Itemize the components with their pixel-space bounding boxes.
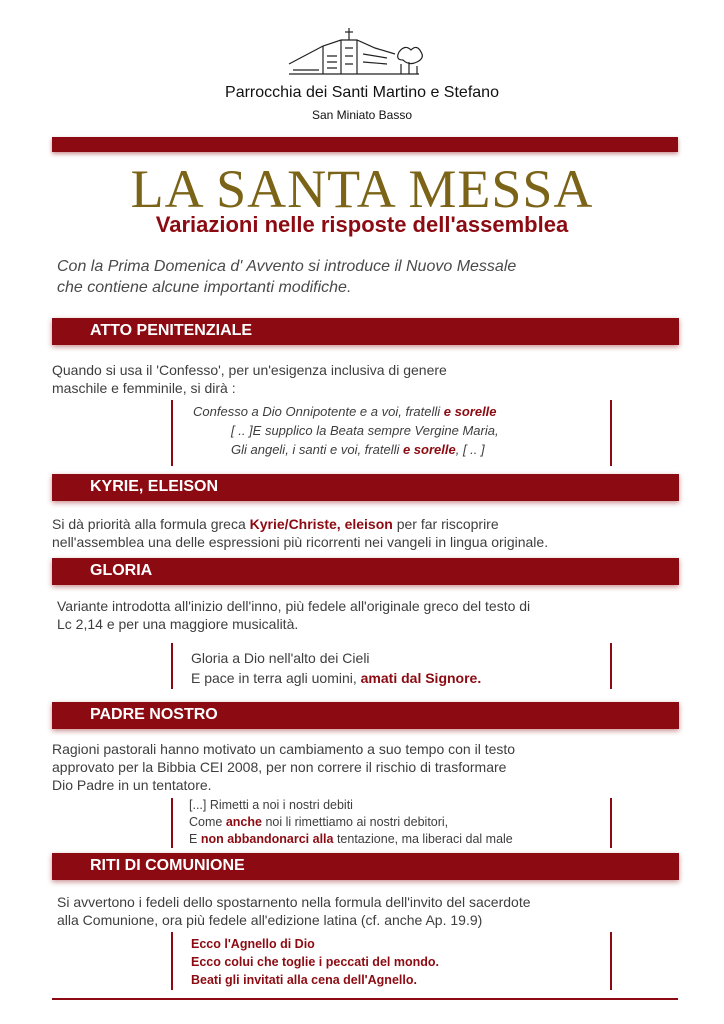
gloria-quote-line-2: E pace in terra agli uomini, amati dal Signore.: [191, 670, 482, 686]
atto-quote-line-2: [ .. ]E supplico la Beata sempre Vergine Maria,: [231, 423, 499, 438]
riti-quote-line-2: Ecco colui che toglie i peccati del mondo.: [191, 955, 439, 969]
quote-right-rule: [610, 400, 612, 466]
section-heading-label: GLORIA: [90, 562, 153, 579]
riti-quote-line-3: Beati gli invitati alla cena dell'Agnello.: [191, 973, 417, 987]
quote-right-rule: [610, 932, 612, 990]
padre-quote-line-1: [...] Rimetti a noi i nostri debiti: [189, 798, 353, 812]
gloria-quote: [191, 648, 606, 688]
quote-left-rule: [171, 643, 173, 689]
padre-text-line-1: Ragioni pastorali hanno motivato un cambiamento a suo tempo con il testo: [52, 741, 516, 757]
intro-text: [57, 256, 657, 298]
section-heading-label: ATTO PENITENZIALE: [90, 322, 253, 339]
gloria-paragraph: [57, 597, 677, 633]
page-title: LA SANTA MESSA: [130, 159, 594, 219]
gloria-quote-line-1: Gloria a Dio nell'alto dei Cieli: [191, 650, 370, 666]
atto-paragraph: [52, 361, 672, 397]
atto-text-line-1: Quando si usa il 'Confesso', per un'esigenza inclusiva di genere: [52, 362, 447, 378]
section-heading-atto: [52, 318, 679, 345]
intro-line-2: che contiene alcune importanti modifiche.: [57, 279, 352, 296]
town-name: San Miniato Basso: [311, 108, 413, 122]
atto-quote-line-1: Confesso a Dio Onnipotente e a voi, fratelli e sorelle: [193, 404, 497, 419]
kyrie-text-line-2: nell'assemblea una delle espressioni più ricorrenti nei vangeli in lingua originale.: [52, 534, 549, 550]
riti-paragraph: [57, 893, 677, 929]
padre-text-line-3: Dio Padre in un tentatore.: [52, 777, 212, 793]
gloria-text-line-2: Lc 2,14 e per una maggiore musicalità.: [57, 616, 299, 632]
riti-quote-line-1: Ecco l'Agnello di Dio: [191, 937, 315, 951]
quote-left-rule: [171, 932, 173, 990]
padre-paragraph: [52, 740, 672, 794]
church-logo: [283, 26, 425, 78]
padre-quote-line-2: Come anche noi li rimettiamo ai nostri debitori,: [189, 815, 449, 829]
section-heading-gloria: [52, 558, 679, 585]
kyrie-text-line-1: Si dà priorità alla formula greca Kyrie/Christe, eleison per far riscoprire: [52, 516, 499, 532]
riti-text-line-2: alla Comunione, ora più fedele all'edizione latina (cf. anche Ap. 19.9): [57, 912, 483, 928]
quote-left-rule: [171, 798, 173, 848]
atto-text-line-2: maschile e femminile, si dirà :: [52, 380, 236, 396]
padre-quote-line-3: E non abbandonarci alla tentazione, ma liberaci dal male: [189, 832, 513, 846]
quote-right-rule: [610, 798, 612, 848]
section-heading-kyrie: [52, 474, 679, 501]
section-heading-label: RITI DI COMUNIONE: [90, 857, 245, 874]
section-heading-riti: [52, 853, 679, 880]
riti-text-line-1: Si avvertono i fedeli dello spostarnento nella formula dell'invito del sacerdote: [57, 894, 531, 910]
padre-text-line-2: approvato per la Bibbia CEI 2008, per non correre il rischio di trasformare: [52, 759, 507, 775]
quote-left-rule: [171, 400, 173, 466]
section-heading-label: KYRIE, ELEISON: [90, 478, 219, 495]
intro-line-1: Con la Prima Domenica d' Avvento si introduce il Nuovo Messale: [57, 258, 517, 275]
atto-quote-line-3: Gli angeli, i santi e voi, fratelli e sorelle, [ .. ]: [231, 442, 485, 457]
padre-quote: [189, 797, 609, 848]
top-divider-bar: [52, 137, 678, 152]
quote-right-rule: [610, 643, 612, 689]
atto-quote: [193, 402, 608, 459]
kyrie-paragraph: [52, 515, 692, 551]
gloria-text-line-1: Variante introdotta all'inizio dell'inno, più fedele all'originale greco del testo di: [57, 598, 531, 614]
parish-name: Parrocchia dei Santi Martino e Stefano: [225, 84, 499, 101]
bottom-divider-line: [52, 998, 678, 1000]
riti-quote: [191, 935, 606, 989]
section-heading-padre: [52, 702, 679, 729]
section-heading-label: PADRE NOSTRO: [90, 706, 218, 723]
page-subtitle: Variazioni nelle risposte dell'assemblea: [155, 212, 569, 237]
